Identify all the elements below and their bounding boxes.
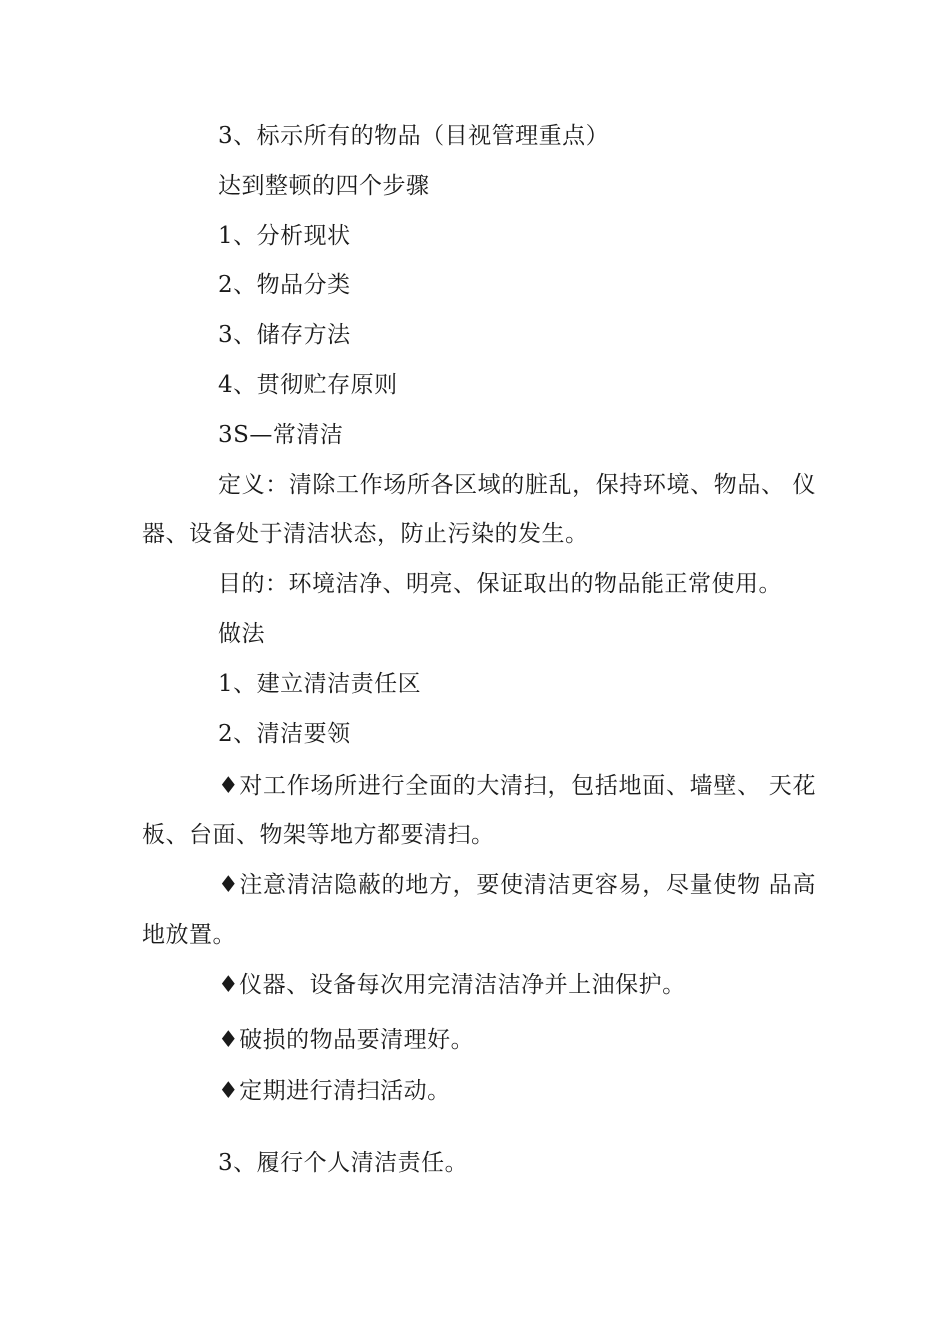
step-storage-principle: 4、贯彻贮存原则 bbox=[218, 372, 398, 398]
method-step-2: 2、清洁要领 bbox=[218, 721, 351, 747]
method-heading: 做法 bbox=[218, 621, 265, 647]
list-item-label-items: 3、标示所有的物品（目视管理重点） bbox=[218, 123, 610, 149]
method-step-1: 1、建立清洁责任区 bbox=[218, 671, 422, 697]
bullet-periodic-cleaning: ♦定期进行清扫活动。 bbox=[218, 1078, 451, 1104]
step-storage-method: 3、储存方法 bbox=[218, 322, 351, 348]
step-analyze: 1、分析现状 bbox=[218, 223, 351, 249]
bullet-hidden-areas-line-2: 地放置。 bbox=[142, 922, 236, 948]
step-classify: 2、物品分类 bbox=[218, 272, 351, 298]
method-step-3: 3、履行个人清洁责任。 bbox=[218, 1150, 469, 1176]
definition-line-1: 定义：清除工作场所各区域的脏乱，保持环境、物品、 仪 bbox=[218, 472, 816, 498]
bullet-damaged-items: ♦破损的物品要清理好。 bbox=[218, 1027, 475, 1053]
purpose-paragraph: 目的：环境洁净、明亮、保证取出的物品能正常使用。 bbox=[218, 571, 782, 597]
bullet-hidden-areas-line-1: ♦注意清洁隐蔽的地方，要使清洁更容易，尽量使物 品高 bbox=[218, 872, 816, 898]
section-heading-four-steps: 达到整顿的四个步骤 bbox=[218, 173, 430, 199]
bullet-cleaning-line-1: ♦对工作场所进行全面的大清扫，包括地面、墙壁、 天花 bbox=[218, 773, 816, 799]
bullet-instruments: ♦仪器、设备每次用完清洁洁净并上油保护。 bbox=[218, 972, 686, 998]
bullet-cleaning-line-2: 板、台面、物架等地方都要清扫。 bbox=[142, 822, 495, 848]
definition-line-2: 器、设备处于清洁状态，防止污染的发生。 bbox=[142, 521, 589, 547]
section-heading-3s: 3S—常清洁 bbox=[218, 422, 344, 448]
